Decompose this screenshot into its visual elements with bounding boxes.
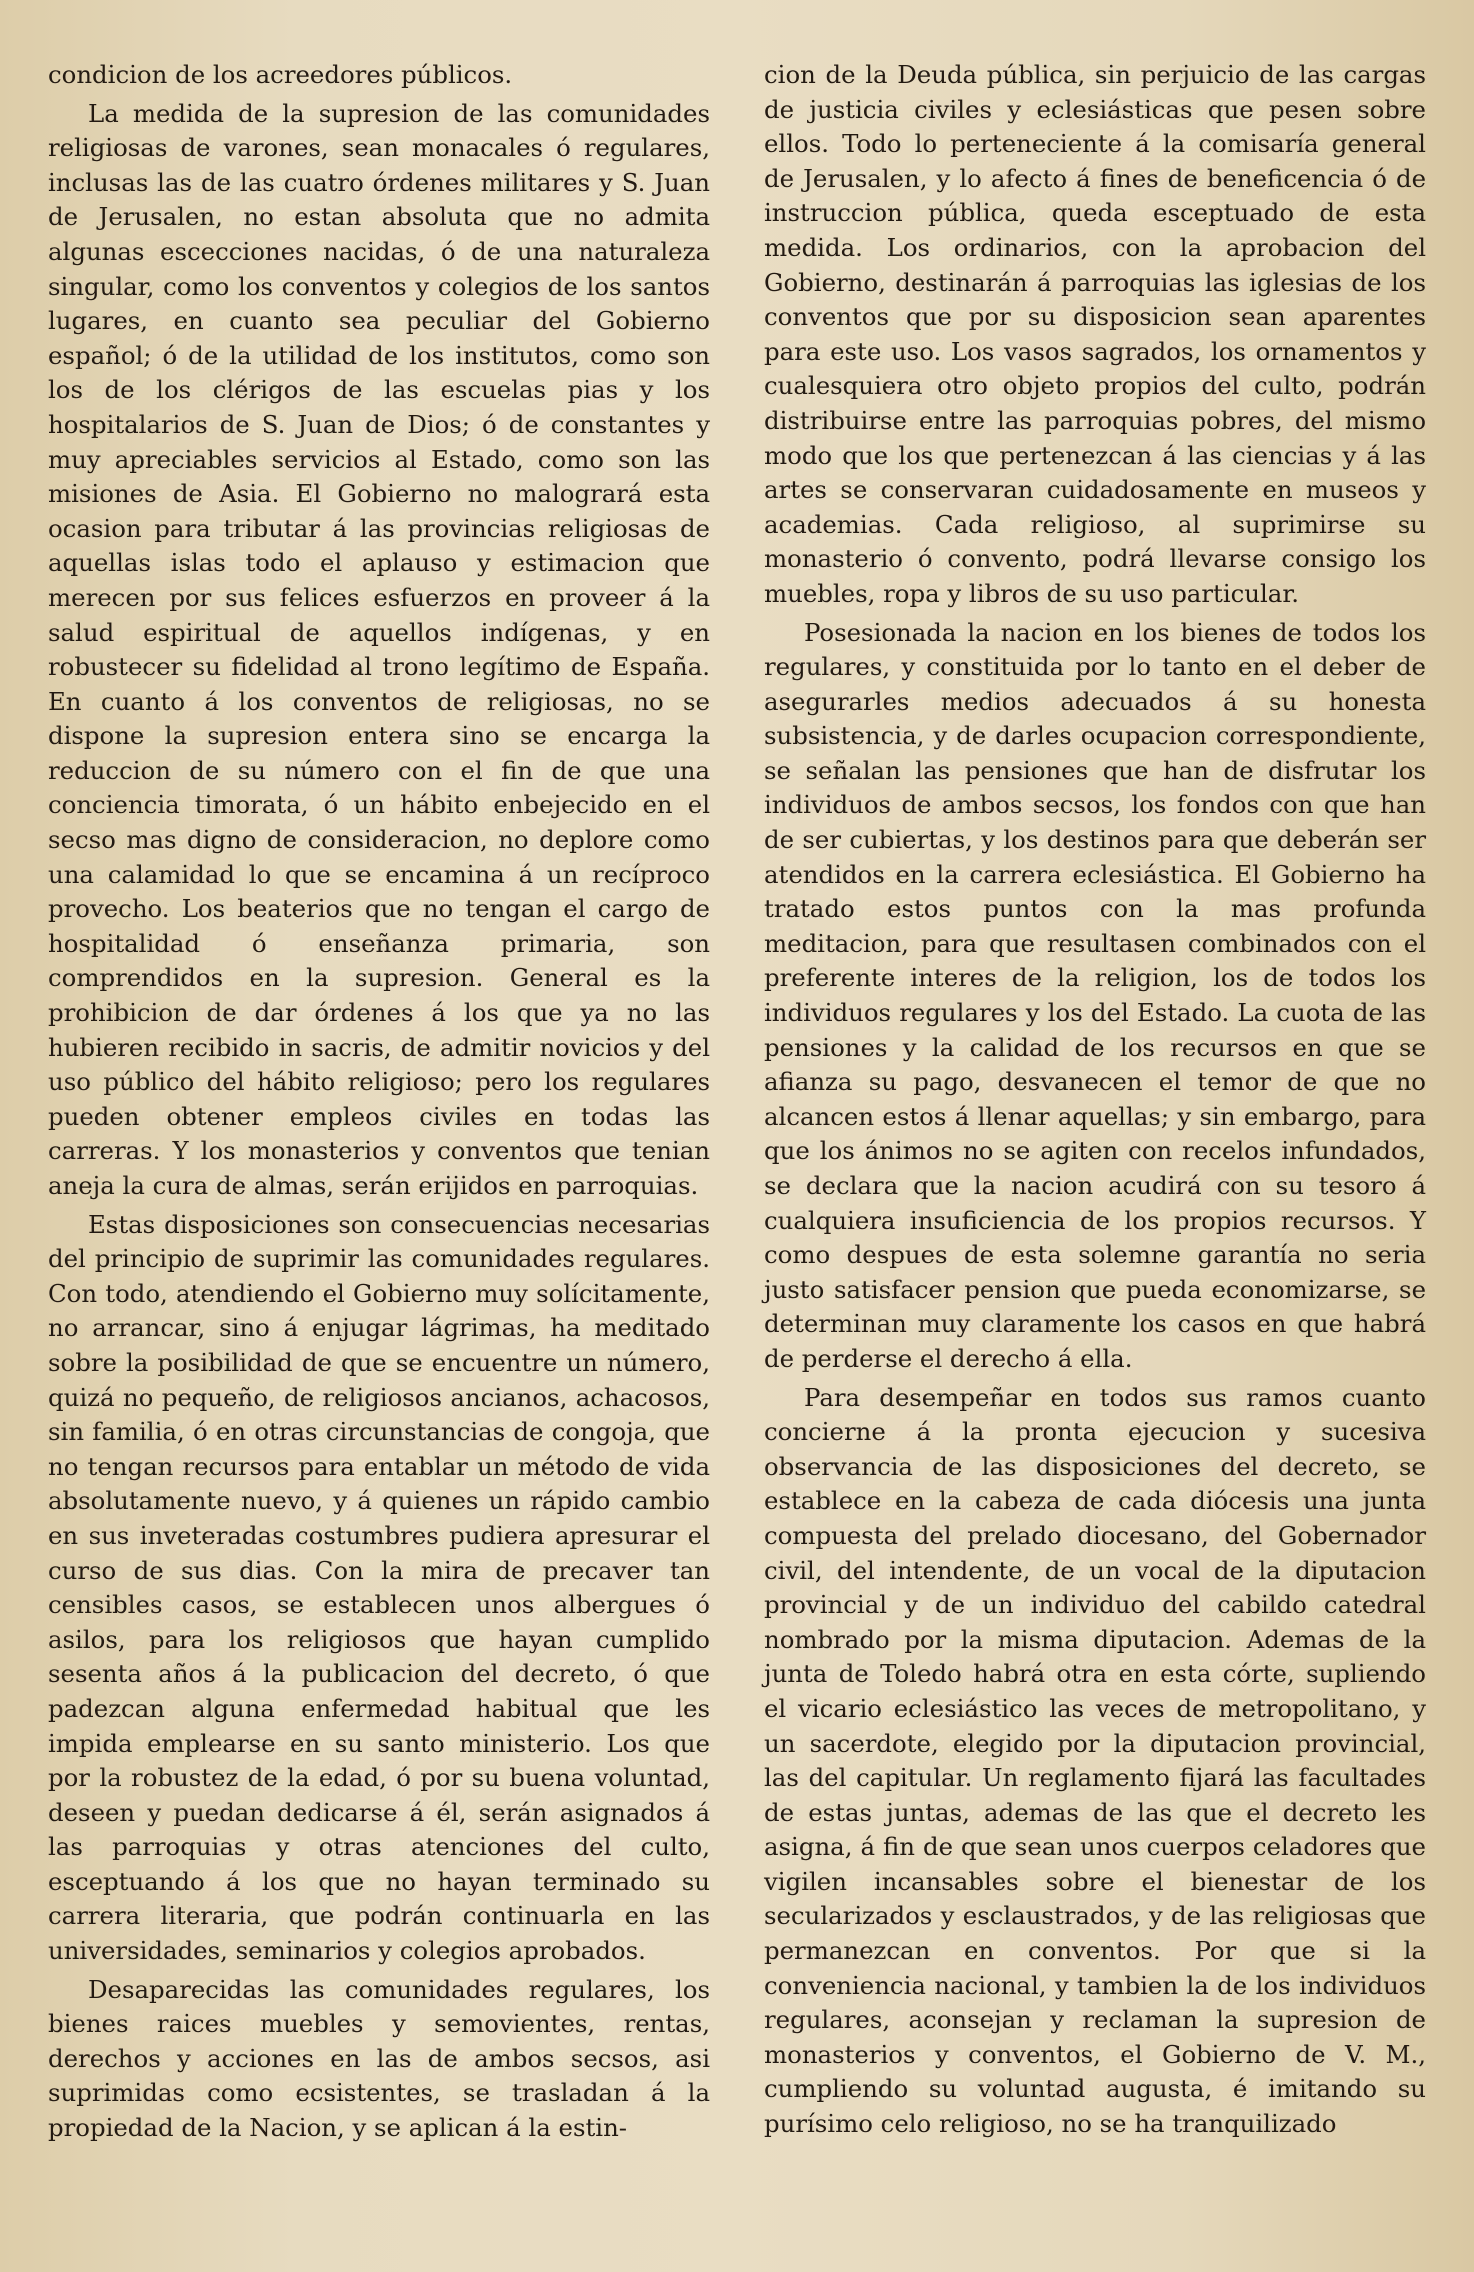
text-columns <box>48 58 1426 2232</box>
left-column <box>48 58 710 2232</box>
paragraph: Estas disposiciones son consecuencias necesarias del principio de suprimir las comunidades regulares. Con todo, atendiendo el Gobierno muy solícitamente, no arrancar, sino á enjugar lágrimas, ha meditado sobre la posibilidad de que se encuentre un número, quizá no pequeño, de religiosos ancianos, achacosos, sin familia, ó en otras circunstancias de congoja, que no tengan recursos para entablar un método de vida absolutamente nuevo, y á quienes un rápido cambio en sus inveteradas costumbres pudiera apresurar el curso de sus dias. Con la mira de precaver tan censibles casos, se establecen unos albergues ó asilos, para los religiosos que hayan cumplido sesenta años á la publicacion del decreto, ó que padezcan alguna enfermedad habitual que les impida emplearse en su santo ministerio. Los que por la robustez de la edad, ó por su buena voluntad, deseen y puedan dedicarse á él, serán asignados á las parroquias y otras atenciones del culto, esceptuando á los que no hayan terminado su carrera literaria, que podrán continuarla en las universidades, seminarios y colegios aprobados. <box>48 1209 710 1966</box>
paragraph: cion de la Deuda pública, sin perjuicio de las cargas de justicia civiles y eclesiásticas que pesen sobre ellos. Todo lo perteneciente á la comisaría general de Jerusalen, y lo afecto á fines de beneficencia ó de instruccion pública, queda esceptuado de esta medida. Los ordinarios, con la aprobacion del Gobierno, destinarán á parroquias las iglesias de los conventos que por su disposicion sean aparentes para este uso. Los vasos sagrados, los ornamentos y cualesquiera otro objeto propios del culto, podrán distribuirse entre las parroquias pobres, del mismo modo que los que pertenezcan á las ciencias y á las artes se conservaran cuidadosamente en museos y academias. Cada religioso, al suprimirse su monasterio ó convento, podrá llevarse consigo los muebles, ropa y libros de su uso particular. <box>764 60 1426 608</box>
right-column <box>764 58 1426 2232</box>
paragraph: Para desempeñar en todos sus ramos cuanto concierne á la pronta ejecucion y sucesiva observancia de las disposiciones del decreto, se establece en la cabeza de cada diócesis una junta compuesta del prelado diocesano, del Gobernador civil, del intendente, de un vocal de la diputacion provincial y de un individuo del cabildo catedral nombrado por la misma diputacion. Ademas de la junta de Toledo habrá otra en esta córte, supliendo el vicario eclesiástico las veces de metropolitano, y un sacerdote, elegido por la diputacion provincial, las del capitular. Un reglamento fijará las facultades de estas juntas, ademas de las que el decreto les asigna, á fin de que sean unos cuerpos celadores que vigilen incansables sobre el bienestar de los secularizados y esclaustrados, y de las religiosas que permanezcan en conventos. Por que si la conveniencia nacional, y tambien la de los individuos regulares, aconsejan y reclaman la supresion de monasterios y conventos, el Gobierno de V. M., cumpliendo su voluntad augusta, é imitando su purísimo celo religioso, no se ha tranquilizado <box>764 1382 1426 2139</box>
paragraph: condicion de los acreedores públicos. <box>48 60 513 89</box>
paragraph: Desaparecidas las comunidades regulares, los bienes raices muebles y semovientes, rentas, derechos y acciones en las de ambos secsos, asi suprimidas como ecsistentes, se trasladan á la propiedad de la Nacion, y se aplican á la estin- <box>48 1974 710 2143</box>
paragraph: Posesionada la nacion en los bienes de todos los regulares, y constituida por lo tanto en el deber de asegurarles medios adecuados á su honesta subsistencia, y de darles ocupacion correspondiente, se señalan las pensiones que han de disfrutar los individuos de ambos secsos, los fondos con que han de ser cubiertas, y los destinos para que deberán ser atendidos en la carrera eclesiástica. El Gobierno ha tratado estos puntos con la mas profunda meditacion, para que resultasen combinados con el preferente interes de la religion, los de todos los individuos regulares y los del Estado. La cuota de las pensiones y la calidad de los recursos en que se afianza su pago, desvanecen el temor de que no alcancen estos á llenar aquellas; y sin embargo, para que los ánimos no se agiten con recelos infundados, se declara que la nacion acudirá con su tesoro á cualquiera insuficiencia de los propios recursos. Y como despues de esta solemne garantía no seria justo satisfacer pension que pueda economizarse, se determinan muy claramente los casos en que habrá de perderse el derecho á ella. <box>764 617 1426 1373</box>
paragraph: La medida de la supresion de las comunidades religiosas de varones, sean monacales ó regulares, inclusas las de las cuatro órdenes militares y S. Juan de Jerusalen, no estan absoluta que no admita algunas escecciones nacidas, ó de una naturaleza singular, como los conventos y colegios de los santos lugares, en cuanto sea peculiar del Gobierno español; ó de la utilidad de los institutos, como son los de los clérigos de las escuelas pias y los hospitalarios de S. Juan de Dios; ó de constantes y muy apreciables servicios al Estado, como son las misiones de Asia. El Gobierno no malogrará esta ocasion para tributar á las provincias religiosas de aquellas islas todo el aplauso y estimacion que merecen por sus felices esfuerzos en proveer á la salud espiritual de aquellos indígenas, y en robustecer su fidelidad al trono legítimo de España. En cuanto á los conventos de religiosas, no se dispone la supresion entera sino se encarga la reduccion de su número con el fin de que una conciencia timorata, ó un hábito enbejecido en el secso mas digno de consideracion, no deplore como una calamidad lo que se encamina á un recíproco provecho. Los beaterios que no tengan el cargo de hospitalidad ó enseñanza primaria, son comprendidos en la supresion. General es la prohibicion de dar órdenes á los que ya no las hubieren recibido in sacris, de admitir novicios y del uso público del hábito religioso; pero los regulares pueden obtener empleos civiles en todas las carreras. Y los monasterios y conventos que tenian aneja la cura de almas, serán erijidos en parroquias. <box>48 98 710 1200</box>
